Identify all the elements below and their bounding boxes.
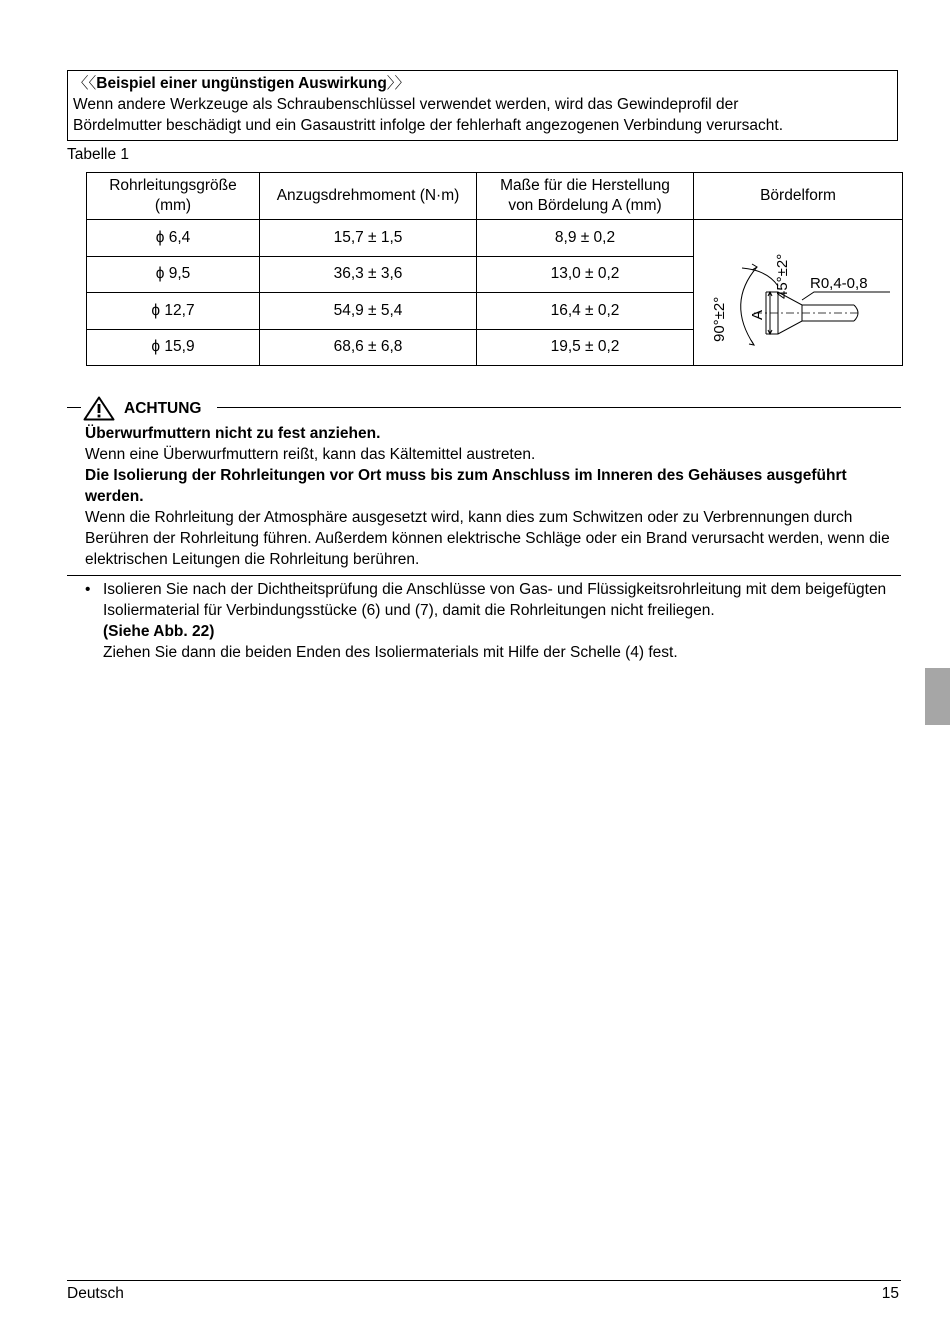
table-row <box>87 220 903 257</box>
warning-rule-bottom <box>67 575 901 576</box>
flare-shape-diagram <box>694 220 902 365</box>
warning-text-2: Wenn die Rohrleitung der Atmosphäre ausgesetzt wird, kann dies zum Schwitzen oder zu Verbrennungen durch Berühren der Rohrleitung führen. Außerdem können elektrische Schläge oder ein Brand verursacht werden, wenn die elektrischen Leitungen die Rohrleitung berühren. <box>85 509 890 568</box>
flare-shape-diagram-cell <box>694 220 903 366</box>
cell-size: ϕ 12,7 <box>87 293 260 330</box>
warning-rule-left <box>67 407 81 408</box>
cell-dimension-a: 13,0 ± 0,2 <box>477 256 694 293</box>
cell-torque: 54,9 ± 5,4 <box>260 293 477 330</box>
cell-torque: 36,3 ± 3,6 <box>260 256 477 293</box>
cell-size: ϕ 6,4 <box>87 220 260 257</box>
bullet-text: Isolieren Sie nach der Dichtheitsprüfung die Anschlüsse von Gas- und Flüssigkeitsrohrleitung mit dem beigefügten Isoliermaterial für Verbindungsstücke (6) und (7), damit die Rohrleitungen nicht freiliegen. <box>103 581 887 619</box>
bullet-figure-reference: (Siehe Abb. 22) <box>103 623 215 640</box>
table-label: Tabelle 1 <box>67 146 130 163</box>
cell-torque: 68,6 ± 6,8 <box>260 329 477 366</box>
table-header-row <box>87 173 903 220</box>
warning-text-1: Wenn eine Überwurfmuttern reißt, kann das Kältemittel austreten. <box>85 446 536 463</box>
header-pipe-size: Rohrleitungsgröße (mm) <box>87 173 260 220</box>
example-text-line-2: Bördelmutter beschädigt und ein Gasaustritt infolge der fehlerhaft angezogenen Verbindung verursacht. <box>73 117 784 134</box>
example-text-line-1: Wenn andere Werkzeuge als Schraubenschlüssel verwendet werden, wird das Gewindeprofil der <box>73 96 739 113</box>
cell-size: ϕ 15,9 <box>87 329 260 366</box>
cell-torque: 15,7 ± 1,5 <box>260 220 477 257</box>
flare-angle-45-label: 45°±2° <box>774 253 791 299</box>
header-flare-shape: Bördelform <box>694 173 903 220</box>
page-number: 15 <box>881 1285 899 1302</box>
example-heading: 〈〈Beispiel einer ungünstigen Auswirkung〉〉 <box>73 75 411 92</box>
flare-radius-label: R0,4-0,8 <box>810 275 868 292</box>
warning-body <box>85 423 900 570</box>
warning-bold-2: Die Isolierung der Rohrleitungen vor Ort muss bis zum Anschluss im Inneren des Gehäuses ausgeführt werden. <box>85 467 847 505</box>
warning-triangle-icon <box>83 396 115 421</box>
footer-rule <box>67 1280 901 1281</box>
footer-language: Deutsch <box>67 1285 124 1302</box>
cell-dimension-a: 16,4 ± 0,2 <box>477 293 694 330</box>
warning-header <box>67 396 901 420</box>
header-torque: Anzugsdrehmoment (N·m) <box>260 173 477 220</box>
flare-angle-90-label: 90°±2° <box>711 296 728 342</box>
warning-bold-1: Überwurfmuttern nicht zu fest anziehen. <box>85 425 381 442</box>
cell-dimension-a: 8,9 ± 0,2 <box>477 220 694 257</box>
cell-size: ϕ 9,5 <box>87 256 260 293</box>
warning-title: ACHTUNG <box>124 400 202 417</box>
header-flare-dimension: Maße für die Herstellung von Bördelung A (mm) <box>477 173 694 220</box>
flare-dimension-a-label: A <box>749 309 766 320</box>
bullet-text-2: Ziehen Sie dann die beiden Enden des Isoliermaterials mit Hilfe der Schelle (4) fest. <box>103 644 678 661</box>
side-thumb-tab <box>925 668 950 725</box>
flare-spec-table <box>86 172 903 366</box>
warning-rule-right <box>217 407 901 408</box>
list-item <box>85 579 900 663</box>
cell-dimension-a: 19,5 ± 0,2 <box>477 329 694 366</box>
bullet-marker: • <box>85 581 91 598</box>
example-box <box>67 70 898 141</box>
